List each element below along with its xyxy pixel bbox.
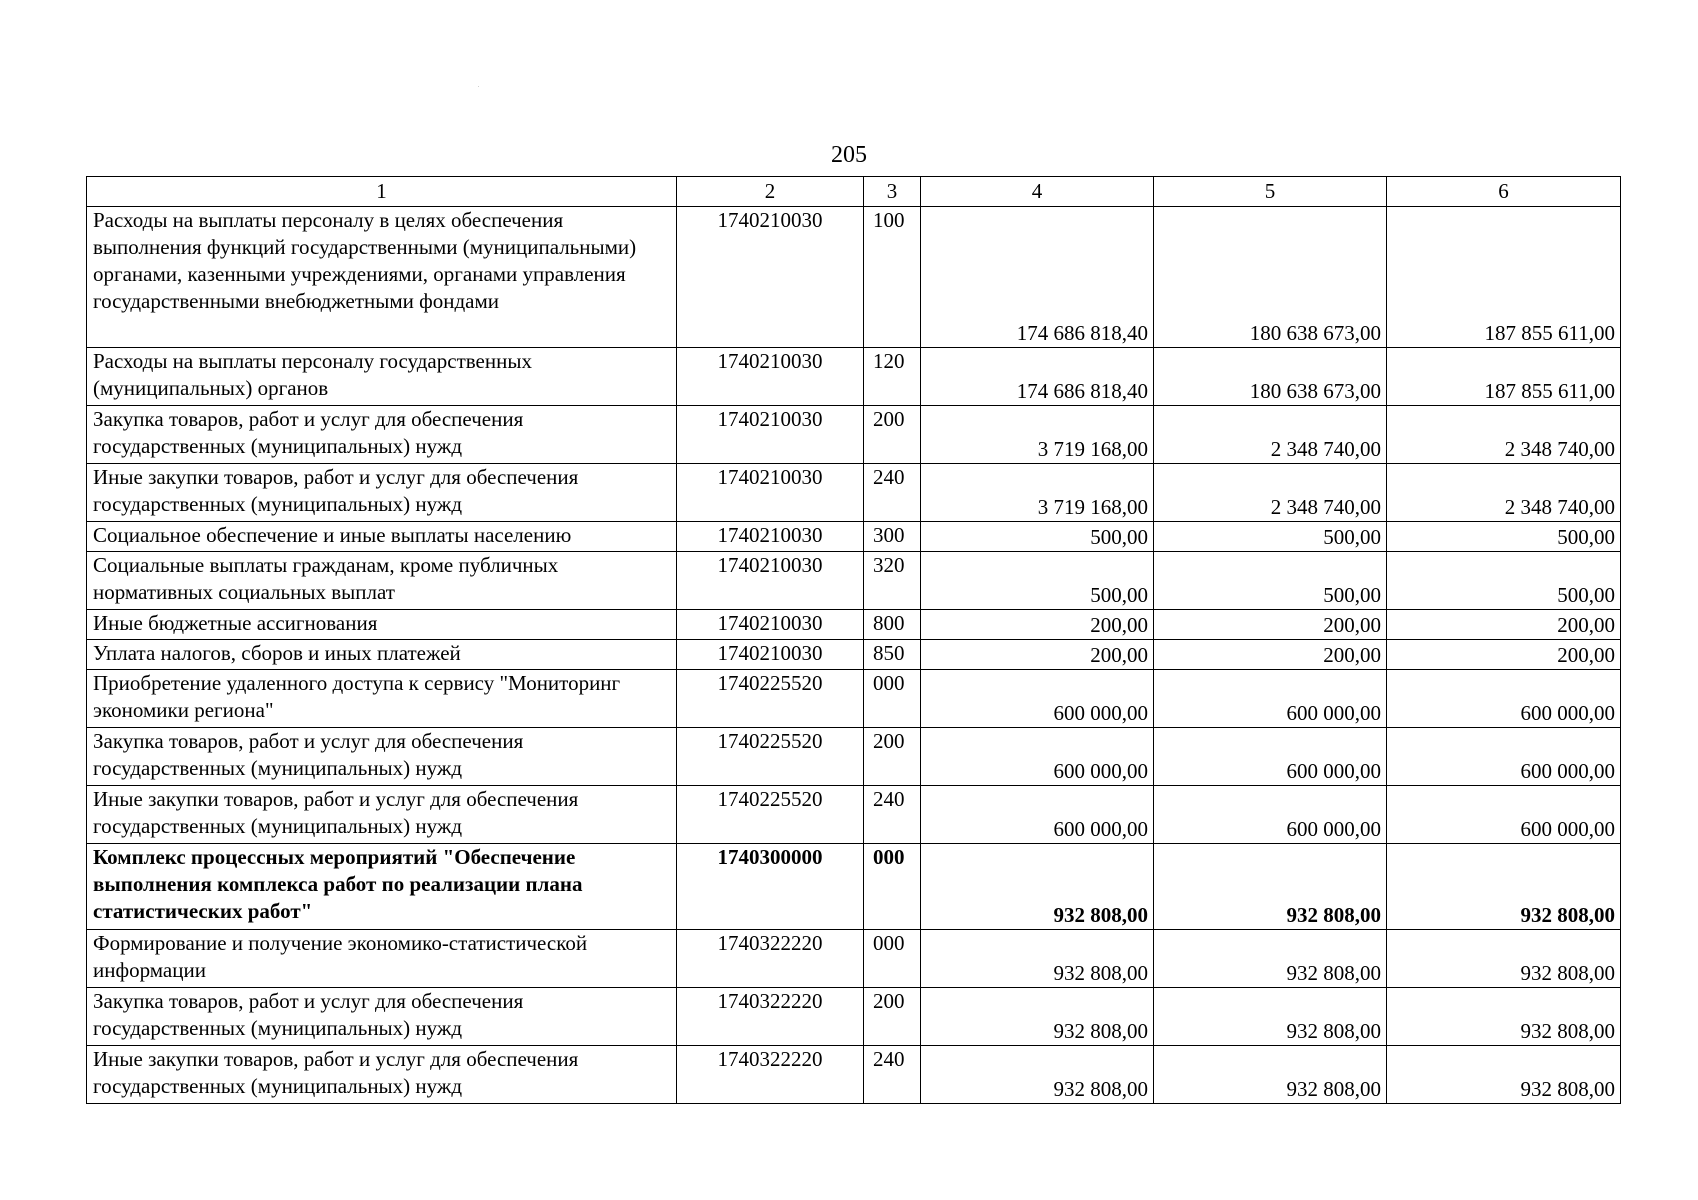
scan-speck (478, 86, 479, 87)
row-expense-type: 200 (864, 988, 921, 1046)
row-name: Социальные выплаты гражданам, кроме публичных нормативных социальных выплат (87, 552, 677, 610)
row-name: Расходы на выплаты персоналу государственных (муниципальных) органов (87, 348, 677, 406)
row-code: 1740300000 (677, 844, 864, 930)
row-name: Формирование и получение экономико-статистической информации (87, 930, 677, 988)
row-expense-type: 000 (864, 930, 921, 988)
row-expense-type: 000 (864, 670, 921, 728)
table-row (87, 930, 1621, 988)
row-expense-type: 000 (864, 844, 921, 930)
row-code: 1740225520 (677, 728, 864, 786)
table-row (87, 670, 1621, 728)
row-value-col6: 187 855 611,00 (1387, 348, 1621, 406)
row-code: 1740210030 (677, 522, 864, 552)
row-value-col4: 600 000,00 (921, 728, 1154, 786)
header-col-6: 6 (1387, 177, 1621, 207)
row-name: Закупка товаров, работ и услуг для обеспечения государственных (муниципальных) нужд (87, 988, 677, 1046)
row-code: 1740322220 (677, 930, 864, 988)
row-value-col6: 500,00 (1387, 522, 1621, 552)
row-value-col4: 174 686 818,40 (921, 207, 1154, 348)
row-value-col5: 600 000,00 (1154, 670, 1387, 728)
table-row (87, 522, 1621, 552)
row-code: 1740210030 (677, 552, 864, 610)
row-code: 1740210030 (677, 464, 864, 522)
row-expense-type: 120 (864, 348, 921, 406)
row-value-col5: 2 348 740,00 (1154, 406, 1387, 464)
row-expense-type: 100 (864, 207, 921, 348)
row-value-col6: 932 808,00 (1387, 988, 1621, 1046)
row-expense-type: 240 (864, 1046, 921, 1104)
row-value-col6: 600 000,00 (1387, 786, 1621, 844)
table-row (87, 728, 1621, 786)
row-expense-type: 240 (864, 786, 921, 844)
row-value-col4: 174 686 818,40 (921, 348, 1154, 406)
row-value-col4: 600 000,00 (921, 670, 1154, 728)
table-row (87, 786, 1621, 844)
row-expense-type: 240 (864, 464, 921, 522)
row-value-col4: 3 719 168,00 (921, 464, 1154, 522)
row-value-col4: 200,00 (921, 640, 1154, 670)
header-col-1: 1 (87, 177, 677, 207)
header-col-2: 2 (677, 177, 864, 207)
row-value-col4: 932 808,00 (921, 844, 1154, 930)
row-value-col4: 932 808,00 (921, 930, 1154, 988)
row-expense-type: 800 (864, 610, 921, 640)
row-name: Приобретение удаленного доступа к сервису "Мониторинг экономики региона" (87, 670, 677, 728)
row-expense-type: 320 (864, 552, 921, 610)
row-code: 1740322220 (677, 988, 864, 1046)
header-col-4: 4 (921, 177, 1154, 207)
page-number: 205 (831, 142, 867, 168)
row-value-col6: 932 808,00 (1387, 844, 1621, 930)
row-name: Иные закупки товаров, работ и услуг для обеспечения государственных (муниципальных) нужд (87, 786, 677, 844)
table-row (87, 610, 1621, 640)
row-value-col4: 600 000,00 (921, 786, 1154, 844)
row-name: Расходы на выплаты персоналу в целях обеспечения выполнения функций государственными (муниципальными) органами, казенными учреждениями, органами управления государственными внебюджетными фондами (87, 207, 677, 348)
header-col-3: 3 (864, 177, 921, 207)
row-code: 1740210030 (677, 610, 864, 640)
row-code: 1740322220 (677, 1046, 864, 1104)
row-value-col5: 932 808,00 (1154, 844, 1387, 930)
row-value-col6: 600 000,00 (1387, 670, 1621, 728)
header-row (87, 177, 1621, 207)
row-expense-type: 850 (864, 640, 921, 670)
row-value-col4: 932 808,00 (921, 988, 1154, 1046)
row-value-col5: 500,00 (1154, 552, 1387, 610)
table-body (87, 207, 1621, 1104)
header-col-5: 5 (1154, 177, 1387, 207)
row-value-col6: 2 348 740,00 (1387, 406, 1621, 464)
row-value-col6: 187 855 611,00 (1387, 207, 1621, 348)
row-value-col4: 500,00 (921, 552, 1154, 610)
row-name: Социальное обеспечение и иные выплаты населению (87, 522, 677, 552)
row-expense-type: 200 (864, 406, 921, 464)
row-value-col4: 500,00 (921, 522, 1154, 552)
row-value-col6: 200,00 (1387, 640, 1621, 670)
row-name: Иные закупки товаров, работ и услуг для обеспечения государственных (муниципальных) нужд (87, 1046, 677, 1104)
row-value-col5: 600 000,00 (1154, 786, 1387, 844)
row-value-col5: 932 808,00 (1154, 930, 1387, 988)
row-code: 1740210030 (677, 406, 864, 464)
row-value-col6: 600 000,00 (1387, 728, 1621, 786)
budget-table (86, 176, 1621, 1104)
table-row (87, 844, 1621, 930)
row-value-col5: 932 808,00 (1154, 1046, 1387, 1104)
row-value-col5: 180 638 673,00 (1154, 207, 1387, 348)
row-value-col4: 3 719 168,00 (921, 406, 1154, 464)
row-value-col4: 200,00 (921, 610, 1154, 640)
row-code: 1740210030 (677, 207, 864, 348)
row-value-col5: 500,00 (1154, 522, 1387, 552)
row-value-col6: 200,00 (1387, 610, 1621, 640)
row-value-col4: 932 808,00 (921, 1046, 1154, 1104)
row-code: 1740225520 (677, 670, 864, 728)
table-row (87, 464, 1621, 522)
row-name: Иные закупки товаров, работ и услуг для обеспечения государственных (муниципальных) нужд (87, 464, 677, 522)
table-row (87, 552, 1621, 610)
row-code: 1740210030 (677, 640, 864, 670)
table-row (87, 1046, 1621, 1104)
row-value-col5: 180 638 673,00 (1154, 348, 1387, 406)
table-row (87, 640, 1621, 670)
row-value-col6: 2 348 740,00 (1387, 464, 1621, 522)
table-row (87, 207, 1621, 348)
row-value-col5: 600 000,00 (1154, 728, 1387, 786)
row-name: Комплекс процессных мероприятий "Обеспечение выполнения комплекса работ по реализации плана статистических работ" (87, 844, 677, 930)
table-row (87, 348, 1621, 406)
row-value-col6: 500,00 (1387, 552, 1621, 610)
row-expense-type: 200 (864, 728, 921, 786)
row-code: 1740210030 (677, 348, 864, 406)
row-name: Иные бюджетные ассигнования (87, 610, 677, 640)
row-name: Закупка товаров, работ и услуг для обеспечения государственных (муниципальных) нужд (87, 406, 677, 464)
table-row (87, 406, 1621, 464)
row-value-col6: 932 808,00 (1387, 930, 1621, 988)
row-name: Закупка товаров, работ и услуг для обеспечения государственных (муниципальных) нужд (87, 728, 677, 786)
row-value-col5: 200,00 (1154, 640, 1387, 670)
row-value-col6: 932 808,00 (1387, 1046, 1621, 1104)
row-value-col5: 2 348 740,00 (1154, 464, 1387, 522)
row-name: Уплата налогов, сборов и иных платежей (87, 640, 677, 670)
row-value-col5: 932 808,00 (1154, 988, 1387, 1046)
row-expense-type: 300 (864, 522, 921, 552)
row-value-col5: 200,00 (1154, 610, 1387, 640)
table-row (87, 988, 1621, 1046)
row-code: 1740225520 (677, 786, 864, 844)
